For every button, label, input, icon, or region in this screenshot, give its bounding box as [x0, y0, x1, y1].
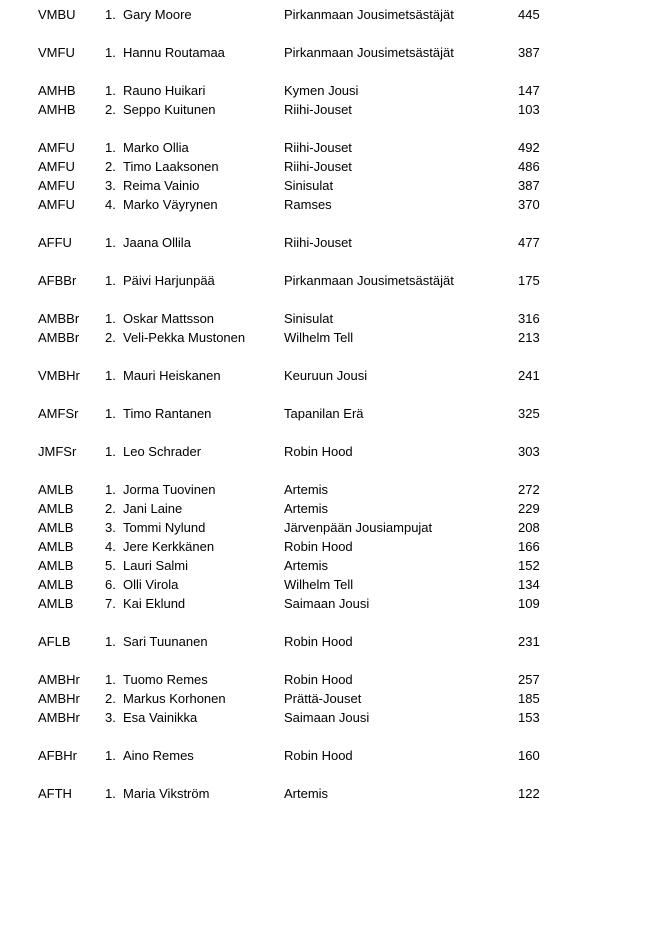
score: 213	[518, 330, 540, 345]
club-name: Wilhelm Tell	[284, 330, 354, 345]
score: 477	[518, 235, 540, 250]
rank: 1.	[105, 273, 116, 288]
result-row	[0, 537, 656, 556]
score: 257	[518, 672, 540, 687]
rank: 1.	[105, 406, 116, 421]
class-code: AMLB	[38, 558, 74, 573]
rank: 1.	[105, 368, 116, 383]
rank: 2.	[105, 330, 116, 345]
result-row	[0, 366, 656, 385]
club-name: Riihi-Jouset	[284, 140, 352, 155]
rank: 1.	[105, 748, 116, 763]
class-code: AFTH	[38, 786, 72, 801]
rank: 1.	[105, 482, 116, 497]
result-row	[0, 518, 656, 537]
score: 166	[518, 539, 540, 554]
archer-name: Päivi Harjunpää	[123, 273, 215, 288]
class-code: AMLB	[38, 520, 74, 535]
archer-name: Jorma Tuovinen	[123, 482, 216, 497]
archer-name: Markus Korhonen	[123, 691, 226, 706]
archer-name: Jere Kerkkänen	[123, 539, 215, 554]
result-row	[0, 632, 656, 651]
class-code: AMHB	[38, 102, 76, 117]
club-name: Artemis	[284, 482, 329, 497]
rank: 2.	[105, 501, 116, 516]
rank: 4.	[105, 539, 116, 554]
class-code: AFLB	[38, 634, 71, 649]
club-name: Saimaan Jousi	[284, 596, 370, 611]
score: 325	[518, 406, 540, 421]
class-code: AMLB	[38, 539, 74, 554]
score: 160	[518, 748, 540, 763]
result-row	[0, 176, 656, 195]
rank: 3.	[105, 520, 116, 535]
result-row	[0, 746, 656, 765]
result-row	[0, 328, 656, 347]
class-code: AMBBr	[38, 330, 80, 345]
result-row	[0, 138, 656, 157]
score: 122	[518, 786, 540, 801]
class-code: AMBHr	[38, 672, 80, 687]
club-name: Pirkanmaan Jousimetsästäjät	[284, 7, 454, 22]
result-row	[0, 100, 656, 119]
archer-name: Hannu Routamaa	[123, 45, 225, 60]
result-row	[0, 404, 656, 423]
result-row	[0, 157, 656, 176]
archer-name: Rauno Huikari	[123, 83, 206, 98]
club-name: Artemis	[284, 786, 329, 801]
rank: 1.	[105, 83, 116, 98]
archer-name: Reima Vainio	[123, 178, 200, 193]
rank: 3.	[105, 178, 116, 193]
rank: 2.	[105, 691, 116, 706]
club-name: Artemis	[284, 558, 329, 573]
result-row	[0, 480, 656, 499]
club-name: Artemis	[284, 501, 329, 516]
club-name: Riihi-Jouset	[284, 102, 352, 117]
class-code: AFBBr	[38, 273, 77, 288]
score: 445	[518, 7, 540, 22]
rank: 2.	[105, 102, 116, 117]
archer-name: Leo Schrader	[123, 444, 202, 459]
result-row	[0, 499, 656, 518]
class-code: VMFU	[38, 45, 75, 60]
score: 492	[518, 140, 540, 155]
club-name: Tapanilan Erä	[284, 406, 364, 421]
archer-name: Timo Rantanen	[123, 406, 212, 421]
club-name: Robin Hood	[284, 748, 353, 763]
archer-name: Maria Vikström	[123, 786, 210, 801]
result-row	[0, 556, 656, 575]
result-row	[0, 81, 656, 100]
class-code: AMLB	[38, 596, 74, 611]
rank: 6.	[105, 577, 116, 592]
result-row	[0, 271, 656, 290]
archer-name: Kai Eklund	[123, 596, 186, 611]
class-code: AMFSr	[38, 406, 79, 421]
rank: 1.	[105, 634, 116, 649]
result-row	[0, 195, 656, 214]
score: 231	[518, 634, 540, 649]
class-code: VMBU	[38, 7, 76, 22]
class-code: AMFU	[38, 197, 75, 212]
club-name: Pirkanmaan Jousimetsästäjät	[284, 45, 454, 60]
score: 152	[518, 558, 540, 573]
rank: 2.	[105, 159, 116, 174]
club-name: Sinisulat	[284, 311, 334, 326]
rank: 1.	[105, 140, 116, 155]
score: 109	[518, 596, 540, 611]
result-row	[0, 594, 656, 613]
archer-name: Aino Remes	[123, 748, 194, 763]
archer-name: Veli-Pekka Mustonen	[123, 330, 246, 345]
rank: 1.	[105, 786, 116, 801]
club-name: Pirkanmaan Jousimetsästäjät	[284, 273, 454, 288]
rank: 4.	[105, 197, 116, 212]
score: 175	[518, 273, 540, 288]
score: 316	[518, 311, 540, 326]
club-name: Järvenpään Jousiampujat	[284, 520, 433, 535]
archer-name: Sari Tuunanen	[123, 634, 208, 649]
rank: 1.	[105, 7, 116, 22]
club-name: Robin Hood	[284, 634, 353, 649]
rank: 1.	[105, 311, 116, 326]
club-name: Keuruun Jousi	[284, 368, 368, 383]
result-row	[0, 233, 656, 252]
archer-name: Oskar Mattsson	[123, 311, 215, 326]
result-row	[0, 670, 656, 689]
archer-name: Marko Ollia	[123, 140, 189, 155]
archer-name: Seppo Kuitunen	[123, 102, 216, 117]
score: 103	[518, 102, 540, 117]
class-code: AMLB	[38, 501, 74, 516]
results-list	[0, 5, 656, 803]
class-code: AFBHr	[38, 748, 77, 763]
class-code: AMFU	[38, 178, 75, 193]
score: 153	[518, 710, 540, 725]
score: 370	[518, 197, 540, 212]
result-row	[0, 5, 656, 24]
score: 272	[518, 482, 540, 497]
class-code: VMBHr	[38, 368, 80, 383]
archer-name: Tuomo Remes	[123, 672, 208, 687]
score: 303	[518, 444, 540, 459]
class-code: AMFU	[38, 159, 75, 174]
club-name: Robin Hood	[284, 444, 353, 459]
rank: 1.	[105, 444, 116, 459]
class-code: AMHB	[38, 83, 76, 98]
score: 185	[518, 691, 540, 706]
club-name: Sinisulat	[284, 178, 334, 193]
rank: 1.	[105, 235, 116, 250]
class-code: AMBBr	[38, 311, 80, 326]
class-code: AMBHr	[38, 710, 80, 725]
archer-name: Esa Vainikka	[123, 710, 198, 725]
archer-name: Marko Väyrynen	[123, 197, 218, 212]
result-row	[0, 784, 656, 803]
archer-name: Olli Virola	[123, 577, 179, 592]
class-code: AMFU	[38, 140, 75, 155]
class-code: AMLB	[38, 577, 74, 592]
score: 387	[518, 45, 540, 60]
archer-name: Tommi Nylund	[123, 520, 206, 535]
rank: 3.	[105, 710, 116, 725]
score: 229	[518, 501, 540, 516]
score: 241	[518, 368, 540, 383]
club-name: Robin Hood	[284, 539, 353, 554]
rank: 1.	[105, 672, 116, 687]
result-row	[0, 689, 656, 708]
club-name: Ramses	[284, 197, 332, 212]
result-row	[0, 708, 656, 727]
archer-name: Timo Laaksonen	[123, 159, 219, 174]
rank: 5.	[105, 558, 116, 573]
result-row	[0, 43, 656, 62]
score: 387	[518, 178, 540, 193]
rank: 1.	[105, 45, 116, 60]
result-row	[0, 442, 656, 461]
score: 147	[518, 83, 540, 98]
archer-name: Jani Laine	[123, 501, 183, 516]
class-code: AMBHr	[38, 691, 80, 706]
club-name: Wilhelm Tell	[284, 577, 354, 592]
score: 134	[518, 577, 540, 592]
club-name: Prättä-Jouset	[284, 691, 362, 706]
result-row	[0, 309, 656, 328]
club-name: Riihi-Jouset	[284, 159, 352, 174]
archer-name: Gary Moore	[123, 7, 192, 22]
archer-name: Jaana Ollila	[123, 235, 191, 250]
club-name: Riihi-Jouset	[284, 235, 352, 250]
archer-name: Lauri Salmi	[123, 558, 189, 573]
score: 208	[518, 520, 540, 535]
rank: 7.	[105, 596, 116, 611]
result-row	[0, 575, 656, 594]
class-code: JMFSr	[38, 444, 77, 459]
club-name: Saimaan Jousi	[284, 710, 370, 725]
class-code: AMLB	[38, 482, 74, 497]
club-name: Robin Hood	[284, 672, 353, 687]
score: 486	[518, 159, 540, 174]
club-name: Kymen Jousi	[284, 83, 359, 98]
archer-name: Mauri Heiskanen	[123, 368, 221, 383]
class-code: AFFU	[38, 235, 72, 250]
